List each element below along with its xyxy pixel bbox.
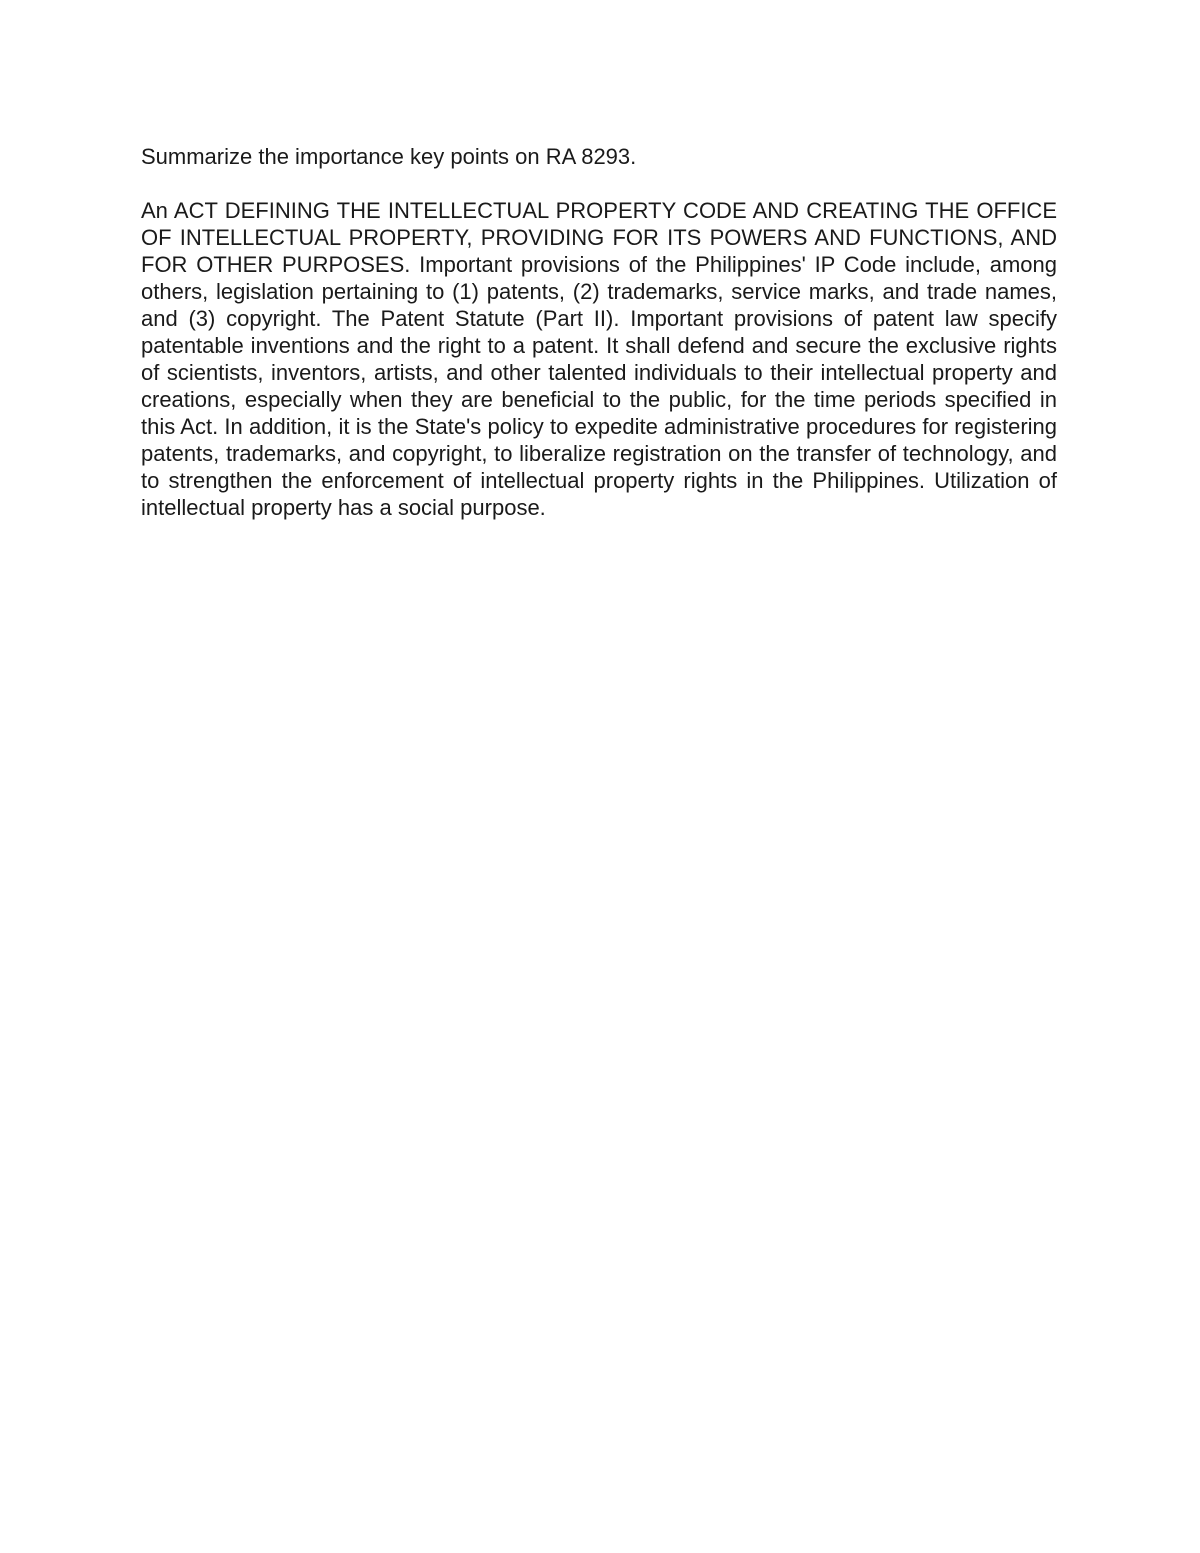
question-text: Summarize the importance key points on RA 8293. xyxy=(141,144,637,169)
answer-paragraph: An ACT DEFINING THE INTELLECTUAL PROPERTY CODE AND CREATING THE OFFICE OF INTELLECTUAL PROPERTY, PROVIDING FOR ITS POWERS AND FUNCTIONS, AND FOR OTHER PURPOSES. Important provisions of the Philippines' IP Code include, among others, legislation pertaining to (1) patents, (2) trademarks, service marks, and trade names, and (3) copyright. The Patent Statute (Part II). Important provisions of patent law specify patentable inventions and the right to a patent. It shall defend and secure the exclusive rights of scientists, inventors, artists, and other talented individuals to their intellectual property and creations, especially when they are beneficial to the public, for the time periods specified in this Act. In addition, it is the State's policy to expedite administrative procedures for registering patents, trademarks, and copyright, to liberalize registration on the transfer of technology, and to strengthen the enforcement of intellectual property rights in the Philippines. Utilization of intellectual property has a social purpose. xyxy=(141,198,1057,520)
document-body xyxy=(141,143,1057,521)
